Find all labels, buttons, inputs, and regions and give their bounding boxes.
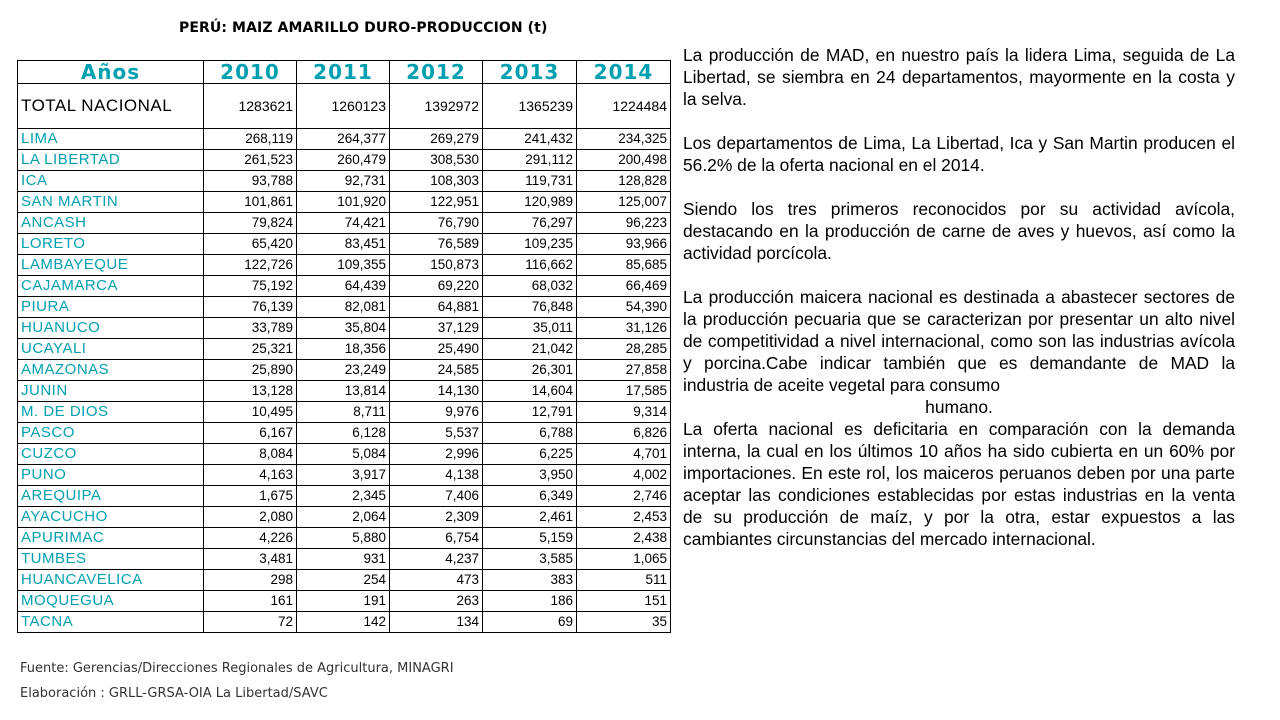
production-value: 12,791: [483, 402, 577, 423]
production-value: 3,917: [297, 465, 390, 486]
production-value: 82,081: [297, 297, 390, 318]
production-value: 120,989: [483, 192, 577, 213]
table-row: [18, 507, 671, 528]
production-value: 83,451: [297, 234, 390, 255]
production-value: 122,951: [390, 192, 483, 213]
department-name: LIMA: [18, 129, 204, 150]
production-value: 2,461: [483, 507, 577, 528]
department-name: SAN MARTIN: [18, 192, 204, 213]
production-value: 119,731: [483, 171, 577, 192]
department-name: CUZCO: [18, 444, 204, 465]
production-value: 2,309: [390, 507, 483, 528]
department-name: PASCO: [18, 423, 204, 444]
production-value: 931: [297, 549, 390, 570]
production-value: 134: [390, 612, 483, 633]
production-value: 125,007: [577, 192, 671, 213]
paragraph-4: La producción maicera nacional es destinada a abastecer sectores de la producción pecuaria que se caracterizan por presentar un alto nivel de competitividad a nivel internacional, como son las industrias avícola y porcina.Cabe indicar también que es demandante de MAD la industria de aceite vegetal para consumo: [683, 287, 1235, 395]
production-value: 186: [483, 591, 577, 612]
production-value: 35,011: [483, 318, 577, 339]
production-value: 4,237: [390, 549, 483, 570]
production-value: 2,080: [204, 507, 297, 528]
production-value: 17,585: [577, 381, 671, 402]
production-value: 109,235: [483, 234, 577, 255]
table-row: [18, 192, 671, 213]
production-value: 6,788: [483, 423, 577, 444]
department-name: AREQUIPA: [18, 486, 204, 507]
production-value: 260,479: [297, 150, 390, 171]
header-row: [18, 61, 671, 84]
production-value: 3,950: [483, 465, 577, 486]
table-row: [18, 444, 671, 465]
header-2011: 2011: [297, 61, 390, 84]
department-name: JUNIN: [18, 381, 204, 402]
production-value: 291,112: [483, 150, 577, 171]
production-value: 4,138: [390, 465, 483, 486]
table-row: [18, 129, 671, 150]
production-value: 269,279: [390, 129, 483, 150]
credit-line: Elaboración : GRLL-GRSA-OIA La Libertad/SAVC: [20, 686, 328, 701]
production-value: 254: [297, 570, 390, 591]
production-value: 200,498: [577, 150, 671, 171]
production-value: 2,746: [577, 486, 671, 507]
table-row: [18, 339, 671, 360]
total-value: 1260123: [297, 84, 390, 129]
table-row: [18, 297, 671, 318]
production-value: 27,858: [577, 360, 671, 381]
production-value: 25,490: [390, 339, 483, 360]
department-name: CAJAMARCA: [18, 276, 204, 297]
table-row: [18, 213, 671, 234]
production-value: 234,325: [577, 129, 671, 150]
production-value: 308,530: [390, 150, 483, 171]
production-value: 8,711: [297, 402, 390, 423]
production-value: 6,754: [390, 528, 483, 549]
header-2010: 2010: [204, 61, 297, 84]
table-row: [18, 360, 671, 381]
production-value: 35,804: [297, 318, 390, 339]
department-name: TUMBES: [18, 549, 204, 570]
production-value: 108,303: [390, 171, 483, 192]
production-value: 268,119: [204, 129, 297, 150]
source-line: Fuente: Gerencias/Direcciones Regionales de Agricultura, MINAGRI: [20, 661, 454, 676]
department-name: LORETO: [18, 234, 204, 255]
department-name: HUANCAVELICA: [18, 570, 204, 591]
production-value: 24,585: [390, 360, 483, 381]
header-2012: 2012: [390, 61, 483, 84]
table-row: [18, 528, 671, 549]
production-value: 14,604: [483, 381, 577, 402]
table-row: [18, 318, 671, 339]
production-value: 92,731: [297, 171, 390, 192]
production-value: 33,789: [204, 318, 297, 339]
total-value: 1392972: [390, 84, 483, 129]
production-value: 4,226: [204, 528, 297, 549]
department-name: AMAZONAS: [18, 360, 204, 381]
department-name: UCAYALI: [18, 339, 204, 360]
department-name: LAMBAYEQUE: [18, 255, 204, 276]
production-value: 101,920: [297, 192, 390, 213]
production-value: 7,406: [390, 486, 483, 507]
production-value: 150,873: [390, 255, 483, 276]
production-value: 76,848: [483, 297, 577, 318]
total-value: 1283621: [204, 84, 297, 129]
department-name: MOQUEGUA: [18, 591, 204, 612]
description-text: [683, 44, 1235, 550]
paragraph-2: Los departamentos de Lima, La Libertad, Ica y San Martin producen el 56.2% de la oferta nacional en el 2014.: [683, 133, 1235, 175]
production-value: 116,662: [483, 255, 577, 276]
table-row: [18, 171, 671, 192]
production-value: 6,167: [204, 423, 297, 444]
production-value: 473: [390, 570, 483, 591]
production-value: 69,220: [390, 276, 483, 297]
production-value: 142: [297, 612, 390, 633]
total-value: 1365239: [483, 84, 577, 129]
total-value: 1224484: [577, 84, 671, 129]
production-value: 6,128: [297, 423, 390, 444]
table-row: [18, 570, 671, 591]
production-value: 5,159: [483, 528, 577, 549]
production-value: 261,523: [204, 150, 297, 171]
production-value: 6,225: [483, 444, 577, 465]
production-value: 76,139: [204, 297, 297, 318]
production-value: 8,084: [204, 444, 297, 465]
production-value: 4,163: [204, 465, 297, 486]
production-value: 31,126: [577, 318, 671, 339]
production-value: 264,377: [297, 129, 390, 150]
table-row: [18, 612, 671, 633]
production-value: 79,824: [204, 213, 297, 234]
production-value: 6,349: [483, 486, 577, 507]
table-row: [18, 381, 671, 402]
production-value: 25,890: [204, 360, 297, 381]
production-value: 74,421: [297, 213, 390, 234]
total-row: [18, 84, 671, 129]
department-name: ICA: [18, 171, 204, 192]
paragraph-4-end: humano.: [925, 397, 993, 417]
production-value: 23,249: [297, 360, 390, 381]
production-value: 298: [204, 570, 297, 591]
production-value: 21,042: [483, 339, 577, 360]
department-name: M. DE DIOS: [18, 402, 204, 423]
production-value: 3,585: [483, 549, 577, 570]
production-value: 54,390: [577, 297, 671, 318]
production-value: 72: [204, 612, 297, 633]
production-value: 96,223: [577, 213, 671, 234]
paragraph-1: La producción de MAD, en nuestro país la lidera Lima, seguida de La Libertad, se siembra en 24 departamentos, mayormente en la costa y la selva.: [683, 45, 1235, 109]
department-name: AYACUCHO: [18, 507, 204, 528]
production-value: 2,345: [297, 486, 390, 507]
production-value: 3,481: [204, 549, 297, 570]
production-value: 5,880: [297, 528, 390, 549]
table-row: [18, 549, 671, 570]
production-value: 65,420: [204, 234, 297, 255]
production-value: 9,976: [390, 402, 483, 423]
table-row: [18, 486, 671, 507]
production-value: 383: [483, 570, 577, 591]
department-name: TACNA: [18, 612, 204, 633]
department-name: APURIMAC: [18, 528, 204, 549]
production-value: 6,826: [577, 423, 671, 444]
production-value: 93,788: [204, 171, 297, 192]
production-value: 241,432: [483, 129, 577, 150]
production-value: 13,128: [204, 381, 297, 402]
production-value: 2,453: [577, 507, 671, 528]
production-value: 76,297: [483, 213, 577, 234]
production-value: 10,495: [204, 402, 297, 423]
table-row: [18, 465, 671, 486]
department-name: LA LIBERTAD: [18, 150, 204, 171]
table-title: PERÚ: MAIZ AMARILLO DURO-PRODUCCION (t): [179, 20, 548, 36]
production-value: 85,685: [577, 255, 671, 276]
production-value: 13,814: [297, 381, 390, 402]
header-2014: 2014: [577, 61, 671, 84]
production-value: 25,321: [204, 339, 297, 360]
production-value: 35: [577, 612, 671, 633]
table-row: [18, 402, 671, 423]
production-value: 76,790: [390, 213, 483, 234]
production-value: 76,589: [390, 234, 483, 255]
table-row: [18, 591, 671, 612]
production-value: 1,675: [204, 486, 297, 507]
production-value: 93,966: [577, 234, 671, 255]
production-value: 5,537: [390, 423, 483, 444]
production-value: 128,828: [577, 171, 671, 192]
production-value: 101,861: [204, 192, 297, 213]
production-value: 2,438: [577, 528, 671, 549]
production-value: 68,032: [483, 276, 577, 297]
production-value: 9,314: [577, 402, 671, 423]
paragraph-5: La oferta nacional es deficitaria en comparación con la demanda interna, la cual en los últimos 10 años ha sido cubierta en un 60% por importaciones. En este rol, los maiceros peruanos deben por una parte aceptar las condiciones establecidas por estas industrias en la venta de su producción de maíz, y por la otra, estar expuestos a las cambiantes circunstancias del mercado internacional.: [683, 419, 1235, 549]
production-value: 4,002: [577, 465, 671, 486]
production-value: 64,439: [297, 276, 390, 297]
production-value: 2,996: [390, 444, 483, 465]
department-name: HUANUCO: [18, 318, 204, 339]
table-row: [18, 234, 671, 255]
production-value: 14,130: [390, 381, 483, 402]
production-value: 4,701: [577, 444, 671, 465]
production-value: 28,285: [577, 339, 671, 360]
production-value: 75,192: [204, 276, 297, 297]
production-value: 66,469: [577, 276, 671, 297]
production-value: 151: [577, 591, 671, 612]
header-2013: 2013: [483, 61, 577, 84]
production-value: 263: [390, 591, 483, 612]
header-years: Años: [18, 61, 204, 84]
production-value: 109,355: [297, 255, 390, 276]
production-value: 37,129: [390, 318, 483, 339]
total-label: TOTAL NACIONAL: [18, 84, 204, 129]
table-row: [18, 255, 671, 276]
table-row: [18, 150, 671, 171]
production-value: 161: [204, 591, 297, 612]
table-row: [18, 276, 671, 297]
production-value: 191: [297, 591, 390, 612]
department-name: PUNO: [18, 465, 204, 486]
production-value: 64,881: [390, 297, 483, 318]
department-name: PIURA: [18, 297, 204, 318]
department-name: ANCASH: [18, 213, 204, 234]
production-table: [17, 60, 671, 633]
production-value: 1,065: [577, 549, 671, 570]
production-value: 18,356: [297, 339, 390, 360]
production-value: 69: [483, 612, 577, 633]
production-value: 511: [577, 570, 671, 591]
paragraph-3: Siendo los tres primeros reconocidos por su actividad avícola, destacando en la producción de carne de aves y huevos, así como la actividad porcícola.: [683, 199, 1235, 263]
production-value: 122,726: [204, 255, 297, 276]
production-value: 26,301: [483, 360, 577, 381]
table-row: [18, 423, 671, 444]
production-value: 2,064: [297, 507, 390, 528]
production-value: 5,084: [297, 444, 390, 465]
